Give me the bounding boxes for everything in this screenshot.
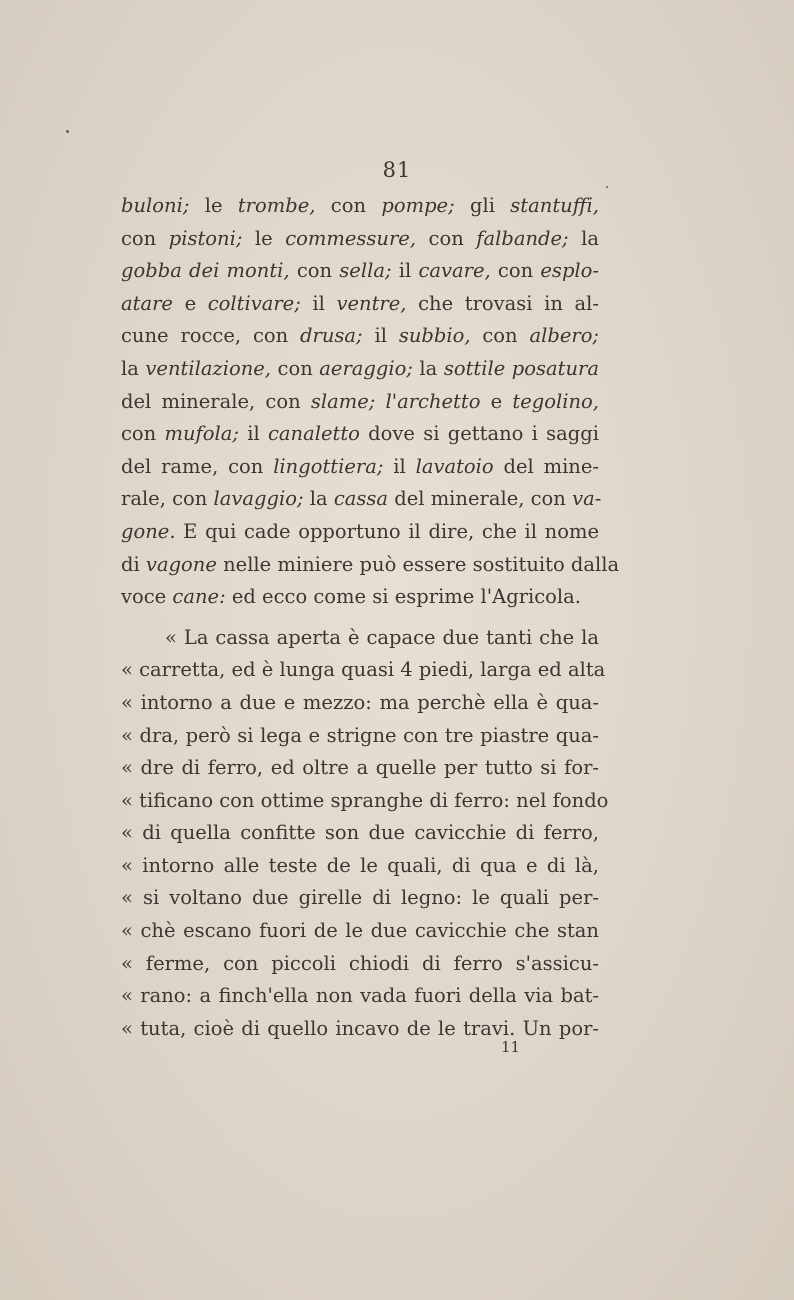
italic-term: cassa xyxy=(333,487,389,511)
italic-term: pistoni; xyxy=(168,226,243,250)
quote-line: « ferme, con piccoli chiodi di ferro s'assicu- xyxy=(121,951,599,975)
text-run: con xyxy=(121,226,169,250)
italic-term: drusa; xyxy=(300,324,363,348)
italic-term: sella; xyxy=(339,259,392,283)
italic-term: canaletto xyxy=(267,422,360,446)
italic-term: ventre, xyxy=(336,291,407,315)
italic-term: mufola; xyxy=(164,422,239,446)
text-line xyxy=(121,190,599,223)
text-run: del rame, con xyxy=(121,454,274,478)
italic-term: atare xyxy=(121,291,173,315)
text-run: rale, con xyxy=(121,487,214,511)
quote-line: « intorno alle teste de le quali, di qua e di là, xyxy=(121,853,599,877)
italic-term: sottile posatura xyxy=(443,356,599,380)
text-run: con xyxy=(315,194,382,217)
italic-term: buloni; xyxy=(121,194,190,217)
italic-term: lingottiera; xyxy=(273,454,384,478)
italic-term: subbio, xyxy=(398,324,471,348)
text-run: del minerale, con xyxy=(121,389,311,413)
text-run: nelle miniere può essere sostituito dalla xyxy=(216,552,620,576)
text-run: E qui cade opportuno il dire, che il nome xyxy=(175,519,599,543)
italic-term: stantuffi, xyxy=(510,194,599,217)
quote-line: « dre di ferro, ed oltre a quelle per tutto si for- xyxy=(121,756,599,780)
text-run: del minerale, con xyxy=(388,487,573,511)
italic-term: pompe; xyxy=(381,194,455,217)
text-run: la xyxy=(303,487,334,511)
text-line xyxy=(121,581,599,614)
text-run: di xyxy=(121,552,146,576)
quote-line: « tuta, cioè di quello incavo de le travi. Un por- xyxy=(121,1016,599,1040)
italic-term: esplo- xyxy=(540,259,599,283)
italic-term: va- xyxy=(572,487,602,511)
text-line xyxy=(121,451,599,484)
text-run: e xyxy=(172,291,208,315)
italic-term: slame; l'archetto xyxy=(310,389,481,413)
quote-line: « dra, però si lega e strigne con tre piastre qua- xyxy=(121,723,599,747)
quote-line: « chè escano fuori de le due cavicchie che stan xyxy=(121,919,599,943)
italic-term: trombe, xyxy=(237,194,316,217)
italic-term: aeraggio; xyxy=(319,356,413,380)
text-run: con xyxy=(416,226,477,250)
text-run: ed ecco come si esprime l'Agricola. xyxy=(225,585,581,609)
italic-term: gone. xyxy=(121,519,176,543)
text-run: e xyxy=(480,389,513,413)
text-line xyxy=(121,386,599,419)
text-run: gli xyxy=(454,194,511,217)
page-number: 81 xyxy=(382,158,412,182)
text-run: del mine- xyxy=(493,454,599,478)
text-line xyxy=(121,483,602,516)
text-line xyxy=(121,516,599,549)
italic-term: cane: xyxy=(172,585,226,609)
text-run: la xyxy=(568,226,599,250)
text-run: il xyxy=(362,324,399,348)
quote-line: « carretta, ed è lunga quasi 4 piedi, larga ed alta xyxy=(121,658,606,682)
text-run: con xyxy=(271,356,320,380)
italic-term: coltivare; xyxy=(207,291,301,315)
italic-term: vagone xyxy=(145,552,217,576)
text-run: la xyxy=(412,356,444,380)
quote-line: « rano: a finch'ella non vada fuori della via bat- xyxy=(121,984,599,1008)
text-run: con xyxy=(121,422,165,446)
paper-speck xyxy=(66,130,69,133)
quote-line: « si voltano due girelle di legno: le quali per- xyxy=(121,886,599,910)
text-line xyxy=(121,320,599,353)
text-run: le xyxy=(242,226,286,250)
italic-term: commessure, xyxy=(285,226,417,250)
quote-line: « di quella confitte son due cavicchie di ferro, xyxy=(121,821,599,845)
text-line xyxy=(121,223,599,256)
text-run: che trovasi in al- xyxy=(406,291,599,315)
italic-term: tegolino, xyxy=(512,389,599,413)
text-run: con xyxy=(490,259,541,283)
text-line xyxy=(121,255,599,288)
text-line xyxy=(121,288,599,321)
italic-term: cavare, xyxy=(418,259,491,283)
italic-term: falbande; xyxy=(476,226,569,250)
text-line xyxy=(121,549,620,582)
paper-speck xyxy=(606,186,608,188)
italic-term: gobba dei monti, xyxy=(121,259,290,283)
text-run: con xyxy=(289,259,340,283)
text-run: voce xyxy=(121,585,173,609)
text-run: con xyxy=(470,324,530,348)
text-run: il xyxy=(300,291,337,315)
text-line xyxy=(121,418,599,451)
italic-term: ventilazione, xyxy=(145,356,271,380)
signature-mark: 11 xyxy=(501,1038,521,1056)
quote-line: « tificano con ottime spranghe di ferro: nel fondo xyxy=(121,788,609,812)
italic-term: albero; xyxy=(529,324,600,348)
text-run: il xyxy=(238,422,268,446)
text-run: la xyxy=(121,356,146,380)
text-run: cune rocce, con xyxy=(121,324,301,348)
text-line xyxy=(121,353,599,386)
text-run: il xyxy=(391,259,419,283)
italic-term: lavatoio xyxy=(415,454,494,478)
paragraph-1 xyxy=(121,190,620,614)
italic-term: lavaggio; xyxy=(213,487,304,511)
quotation-block xyxy=(121,654,609,1045)
quote-line: « intorno a due e mezzo: ma perchè ella è qua- xyxy=(121,690,599,714)
text-run: dove si gettano i saggi xyxy=(359,422,599,446)
body-text xyxy=(121,190,620,1045)
text-run: il xyxy=(383,454,416,478)
quote-first-line: « La cassa aperta è capace due tanti che la xyxy=(165,625,599,649)
text-run: le xyxy=(189,194,238,217)
